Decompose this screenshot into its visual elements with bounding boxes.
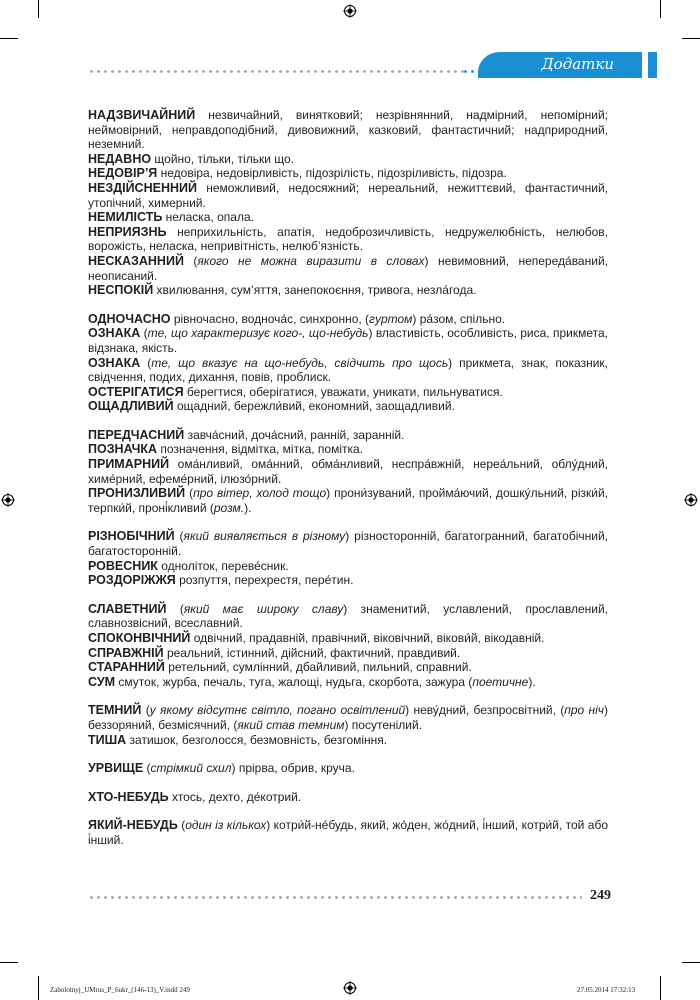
usage-note: поетичне bbox=[472, 674, 529, 689]
dictionary-section bbox=[88, 602, 608, 690]
dictionary-entry bbox=[88, 108, 608, 152]
usage-note: про вітер, холод тощо bbox=[193, 486, 327, 501]
synonym-dictionary bbox=[88, 108, 608, 862]
dictionary-entry bbox=[88, 631, 608, 646]
synonyms-text: ( bbox=[185, 486, 194, 501]
dictionary-entry bbox=[88, 225, 608, 254]
headword: РОВЕСНИК bbox=[88, 558, 158, 573]
synonyms-text: реальний, істинний, дійсний, фактичний, правдивий. bbox=[163, 645, 461, 660]
usage-note: який виявляється в різному bbox=[183, 529, 346, 544]
headword: ПРОНИЗЛИВИЙ bbox=[88, 486, 186, 501]
page-number: 249 bbox=[590, 888, 611, 903]
dictionary-entry bbox=[88, 790, 608, 805]
usage-note: у якому відсутнє світло, погано освітлений bbox=[149, 703, 406, 718]
synonyms-text: хтось, дехто, де́котрий. bbox=[168, 789, 302, 804]
synonyms-text: ( bbox=[183, 253, 198, 268]
synonyms-text: завча́сний, доча́сний, ранній, заранній. bbox=[184, 427, 405, 442]
dictionary-section bbox=[88, 703, 608, 747]
headword: СПОКОНВІЧНИЙ bbox=[88, 631, 191, 645]
dictionary-entry bbox=[88, 152, 608, 167]
synonyms-text: ( bbox=[174, 529, 184, 544]
synonyms-text: ретельний, сумлінний, дбайливий, пильний, справний. bbox=[164, 660, 472, 675]
dictionary-section bbox=[88, 790, 608, 805]
print-slug-date: 27.05.2014 17:32:13 bbox=[577, 986, 636, 994]
synonyms-text: одноліток, переве́сник. bbox=[157, 558, 289, 573]
usage-note: розм. bbox=[213, 500, 245, 515]
synonyms-text: ) невимовний, непереда́ваний, неописаний. bbox=[88, 253, 608, 283]
usage-note: який став темним bbox=[237, 717, 345, 732]
dictionary-entry bbox=[88, 428, 608, 443]
footer-dotted-rule bbox=[88, 896, 582, 899]
usage-note: про ніч bbox=[564, 703, 604, 718]
usage-note: гуртом bbox=[369, 311, 413, 326]
headword: СУМ bbox=[88, 674, 116, 689]
headword: НЕДАВНО bbox=[88, 151, 152, 166]
registration-mark-icon bbox=[1, 493, 15, 507]
headword: УРВИЩЕ bbox=[88, 761, 144, 776]
dictionary-entry bbox=[88, 283, 608, 298]
headword: НЕМИЛІСТЬ bbox=[88, 210, 163, 225]
headword: ОЗНАКА bbox=[88, 355, 141, 370]
synonyms-text: недовіра, недовірливість, підозрілість, підозріливість, підозра. bbox=[157, 166, 507, 181]
headword: ХТО-НЕБУДЬ bbox=[88, 789, 169, 804]
header-dotted-rule bbox=[88, 70, 464, 73]
dictionary-section bbox=[88, 761, 608, 776]
synonyms-text: позначення, відмітка, мітка, помітка. bbox=[157, 442, 364, 457]
headword: НЕСКАЗАННИЙ bbox=[88, 253, 184, 268]
crop-mark-left-bottom bbox=[0, 962, 18, 963]
dictionary-entry bbox=[88, 761, 608, 776]
synonyms-text: ( bbox=[143, 761, 151, 776]
synonyms-text: рівночасно, водноча́с, синхронно, ( bbox=[170, 311, 370, 326]
dictionary-entry bbox=[88, 733, 608, 748]
synonyms-text: ) властивість, особливість, риса, прикмета, відзнака, якість. bbox=[88, 326, 609, 355]
headword: НЕДОВІР’Я bbox=[88, 166, 158, 181]
section-tab bbox=[478, 52, 642, 78]
crop-mark-right-top bbox=[682, 38, 700, 39]
usage-note: який має широку славу bbox=[183, 601, 344, 616]
synonyms-text: неприхильність, апатія, недоброзичливість, недружелюбність, нелюбов, ворожість, неласка, непривітність, нелюб’язність. bbox=[88, 224, 608, 254]
usage-note: стрімкий схил bbox=[150, 761, 232, 776]
synonyms-text: ( bbox=[141, 703, 150, 718]
dictionary-entry bbox=[88, 166, 608, 181]
dictionary-entry bbox=[88, 312, 608, 327]
synonyms-text: ) неву́дний, безпросвітний, ( bbox=[405, 703, 565, 718]
synonyms-text: щойно, тільки, тільки що. bbox=[151, 151, 294, 166]
headword: СЛАВЕТНИЙ bbox=[88, 601, 167, 616]
dictionary-entry bbox=[88, 210, 608, 225]
usage-note: те, що вказує на що-небудь, свідчить про щось bbox=[151, 355, 449, 370]
synonyms-text: ) прони́зуваний, пройма́ючий, дошку́льний, різки́й, терпки́й, проні́кливий ( bbox=[88, 486, 608, 515]
headword: ТЕМНИЙ bbox=[88, 703, 142, 718]
synonyms-text: затишок, безголосся, безмовність, безгоміння. bbox=[126, 732, 388, 747]
dictionary-entry bbox=[88, 529, 608, 558]
headword: РІЗНОБІЧНИЙ bbox=[88, 529, 175, 544]
dictionary-entry bbox=[88, 602, 608, 631]
synonyms-text: берегтися, оберігатися, уважати, уникати, пильнуватися. bbox=[183, 384, 503, 399]
usage-note: те, що характеризує кого-, що-небудь bbox=[147, 326, 369, 341]
crop-mark-bottom-right bbox=[660, 976, 661, 1000]
synonyms-text: ) прикмета, знак, показник, свідчення, подих, дихання, повів, проблиск. bbox=[88, 355, 608, 385]
dictionary-section bbox=[88, 428, 608, 516]
dictionary-section bbox=[88, 529, 608, 587]
synonyms-text: ) знаменитий, уславлений, прославлений, славнозвісний, всеславний. bbox=[88, 601, 608, 631]
crop-mark-right-bottom bbox=[682, 962, 700, 963]
synonyms-text: незвичайний, винятковий; незрівнянний, надмірний, непомірний; неймовірний, неправдоподібний, дивовижний, казковий, фантастичний; надприродний, неземний. bbox=[88, 108, 608, 152]
headword: ПРИМАРНИЙ bbox=[88, 457, 170, 472]
synonyms-text: ( bbox=[177, 818, 186, 833]
synonyms-text: ) котри́й-не́будь, який, жо́ден, жо́дний, і́нший, котри́й, той або і́нший. bbox=[88, 818, 608, 847]
headword: НЕСПОКІЙ bbox=[88, 283, 154, 298]
crop-mark-top-left bbox=[38, 0, 39, 18]
crop-mark-top-right bbox=[660, 0, 661, 18]
synonyms-text: ( bbox=[140, 355, 152, 370]
synonyms-text: ). bbox=[528, 674, 536, 689]
headword: ОСТЕРІГАТИСЯ bbox=[88, 384, 184, 399]
dictionary-entry bbox=[88, 818, 608, 847]
headword: НЕЗДІЙСНЕННИЙ bbox=[88, 180, 197, 195]
usage-note: один із кількох bbox=[185, 818, 267, 833]
section-tab-label: Додатки bbox=[541, 55, 614, 73]
headword: ТИША bbox=[88, 732, 127, 747]
dictionary-entry bbox=[88, 326, 608, 355]
synonyms-text: ) посутенілий. bbox=[344, 717, 423, 732]
dictionary-entry bbox=[88, 486, 608, 515]
synonyms-text: смуток, журба, печаль, туга, жалощі, нудьга, скорбота, зажура ( bbox=[115, 674, 473, 689]
dictionary-entry bbox=[88, 559, 608, 574]
dictionary-section bbox=[88, 108, 608, 298]
dictionary-entry bbox=[88, 442, 608, 457]
synonyms-text: одвічний, прадавній, правічний, віковічний, вікови́й, вікодавній. bbox=[190, 631, 545, 645]
synonyms-text: хвилювання, сум’яття, занепокоєння, тривога, незла́года. bbox=[153, 283, 477, 298]
dictionary-entry bbox=[88, 646, 608, 661]
dictionary-entry bbox=[88, 660, 608, 675]
usage-note: якого не можна виразити в словах bbox=[197, 253, 425, 268]
dictionary-entry bbox=[88, 385, 608, 400]
headword: РОЗДОРІЖЖЯ bbox=[88, 573, 176, 588]
crop-mark-bottom-left bbox=[38, 976, 39, 1000]
dictionary-entry bbox=[88, 399, 608, 414]
dictionary-entry bbox=[88, 703, 608, 732]
headword: ПЕРЕДЧАСНИЙ bbox=[88, 427, 185, 442]
headword: ОЩАДЛИВИЙ bbox=[88, 399, 174, 414]
headword: ОДНОЧАСНО bbox=[88, 311, 171, 326]
synonyms-text: ома́нливий, ома́нний, обма́нливий, неспра́вжній, нереа́льний, облу́дний, химе́рний, ефеме́рний, ілюзо́рний. bbox=[88, 457, 608, 486]
dictionary-entry bbox=[88, 356, 608, 385]
registration-mark-icon bbox=[343, 4, 357, 18]
synonyms-text: неласка, опала. bbox=[162, 210, 254, 225]
headword: НАДЗВИЧАЙНИЙ bbox=[88, 108, 196, 122]
synonyms-text: ( bbox=[140, 326, 148, 341]
headword: СПРАВЖНІЙ bbox=[88, 645, 164, 660]
dictionary-section bbox=[88, 818, 608, 847]
headword: ЯКИЙ-НЕБУДЬ bbox=[88, 818, 178, 833]
synonyms-text: ) прірва, обрив, круча. bbox=[231, 761, 355, 776]
synonyms-text: ) ра́зом, спільно. bbox=[412, 311, 506, 326]
dictionary-entry bbox=[88, 181, 608, 210]
dictionary-section bbox=[88, 312, 608, 414]
synonyms-text: ( bbox=[166, 601, 184, 616]
headword: ОЗНАКА bbox=[88, 326, 141, 341]
synonyms-text: ) різносторонній, багатогранний, багатобічний, багатосторонній. bbox=[88, 529, 608, 559]
dictionary-entry bbox=[88, 457, 608, 486]
dictionary-entry bbox=[88, 573, 608, 588]
dictionary-entry bbox=[88, 254, 608, 283]
registration-mark-icon bbox=[343, 981, 357, 995]
synonyms-text: ощадний, бережли́вий, економний, заощадливий. bbox=[173, 399, 455, 414]
headword: НЕПРИЯЗНЬ bbox=[88, 224, 167, 239]
headword: ПОЗНАЧКА bbox=[88, 442, 158, 457]
print-slug-file: Zabolotnyj_UMrus_P_6ukr_(146-13)_V.indd 249 bbox=[50, 986, 190, 994]
section-tab-edge bbox=[648, 52, 657, 78]
dictionary-entry bbox=[88, 675, 608, 690]
synonyms-text: ). bbox=[244, 500, 252, 515]
synonyms-text: неможливий, недосяжний; нереальний, нежиттєвий, фантастичний, утопічний, химерний. bbox=[88, 180, 608, 210]
synonyms-text: ) беззоряний, безмісячний, ( bbox=[88, 703, 608, 732]
crop-mark-left-top bbox=[0, 38, 18, 39]
synonyms-text: розпуття, перехрестя, пере́тин. bbox=[175, 573, 354, 588]
headword: СТАРАННИЙ bbox=[88, 660, 165, 675]
registration-mark-icon bbox=[684, 493, 698, 507]
